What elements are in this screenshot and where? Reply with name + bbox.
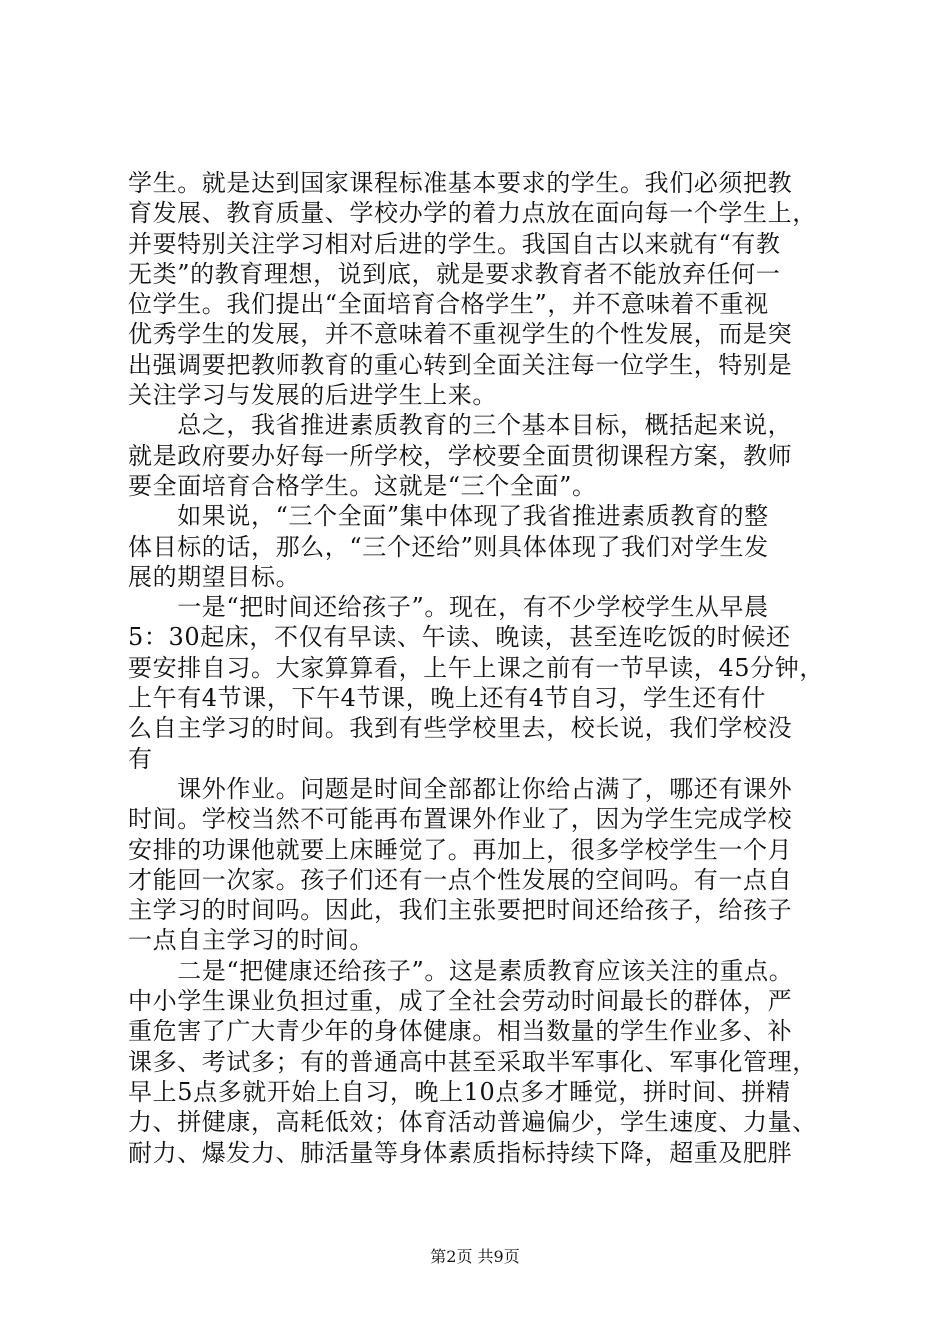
text-line: 无类”的教育理想，说到底，就是要求教育者不能放弃任何一 <box>128 259 781 288</box>
text-line: 么自主学习的时间。我到有些学校里去，校长说，我们学校没 <box>128 714 793 743</box>
text-line: 关注学习与发展的后进学生上来。 <box>128 381 497 410</box>
text-line: 上午有4节课，下午4节课，晚上还有4节自习，学生还有什 <box>128 684 767 713</box>
text-line: 有 <box>128 744 153 773</box>
text-line: 早上5点多就开始上自习，晚上10点多才睡觉，拼时间、拼精 <box>128 1077 791 1106</box>
text-line: 耐力、爆发力、肺活量等身体素质指标持续下降，超重及肥胖 <box>128 1138 793 1167</box>
text-line: 总之，我省推进素质教育的三个基本目标，概括起来说， <box>128 411 793 440</box>
text-line: 课多、考试多；有的普通高中甚至采取半军事化、军事化管理， <box>128 1047 817 1076</box>
text-line: 安排的功课他就要上床睡觉了。再加上，很多学校学生一个月 <box>128 835 793 864</box>
text-line: 一是“把时间还给孩子”。现在，有不少学校学生从早晨 <box>128 593 769 622</box>
text-line: 时间。学校当然不可能再布置课外作业了，因为学生完成学校 <box>128 805 793 834</box>
text-line: 二是“把健康还给孩子”。这是素质教育应该关注的重点。 <box>128 956 794 985</box>
text-line: 位学生。我们提出“全面培育合格学生”，并不意味着不重视 <box>128 290 769 319</box>
text-line: 育发展、教育质量、学校办学的着力点放在面向每一个学生上， <box>128 199 817 228</box>
text-line: 要全面培育合格学生。这就是“三个全面”。 <box>128 471 597 500</box>
text-line: 优秀学生的发展，并不意味着不重视学生的个性发展，而是突 <box>128 320 793 349</box>
text-line: 主学习的时间吗。因此，我们主张要把时间还给孩子，给孩子 <box>128 896 793 925</box>
text-line: 如果说，“三个全面”集中体现了我省推进素质教育的整 <box>128 502 769 531</box>
text-line: 一点自主学习的时间。 <box>128 926 374 955</box>
text-line: 出强调要把教师教育的重心转到全面关注每一位学生，特别是 <box>128 350 793 379</box>
text-line: 学生。就是达到国家课程标准基本要求的学生。我们必须把教 <box>128 169 793 197</box>
text-line: 重危害了广大青少年的身体健康。相当数量的学生作业多、补 <box>128 1017 793 1046</box>
text-line: 展的期望目标。 <box>128 562 301 591</box>
text-line: 体目标的话，那么，“三个还给”则具体体现了我们对学生发 <box>128 532 769 561</box>
text-line: 就是政府要办好每一所学校，学校要全面贯彻课程方案，教师 <box>128 441 793 470</box>
page-footer: 第2页 共9页 <box>430 1247 520 1266</box>
text-line: 并要特别关注学习相对后进的学生。我国自古以来就有“有教 <box>128 229 781 258</box>
text-line: 要安排自习。大家算算看，上午上课之前有一节早读，45分钟， <box>128 653 824 682</box>
text-line: 5：30起床，不仅有早读、午读、晚读，甚至连吃饭的时候还 <box>128 623 791 652</box>
text-line: 力、拼健康，高耗低效；体育活动普遍偏少，学生速度、力量、 <box>128 1108 817 1137</box>
body-text <box>128 168 828 1168</box>
text-line: 课外作业。问题是时间全部都让你给占满了，哪还有课外 <box>128 774 793 803</box>
text-line: 中小学生课业负担过重，成了全社会劳动时间最长的群体，严 <box>128 987 793 1016</box>
text-line: 才能回一次家。孩子们还有一点个性发展的空间吗。有一点自 <box>128 865 793 894</box>
